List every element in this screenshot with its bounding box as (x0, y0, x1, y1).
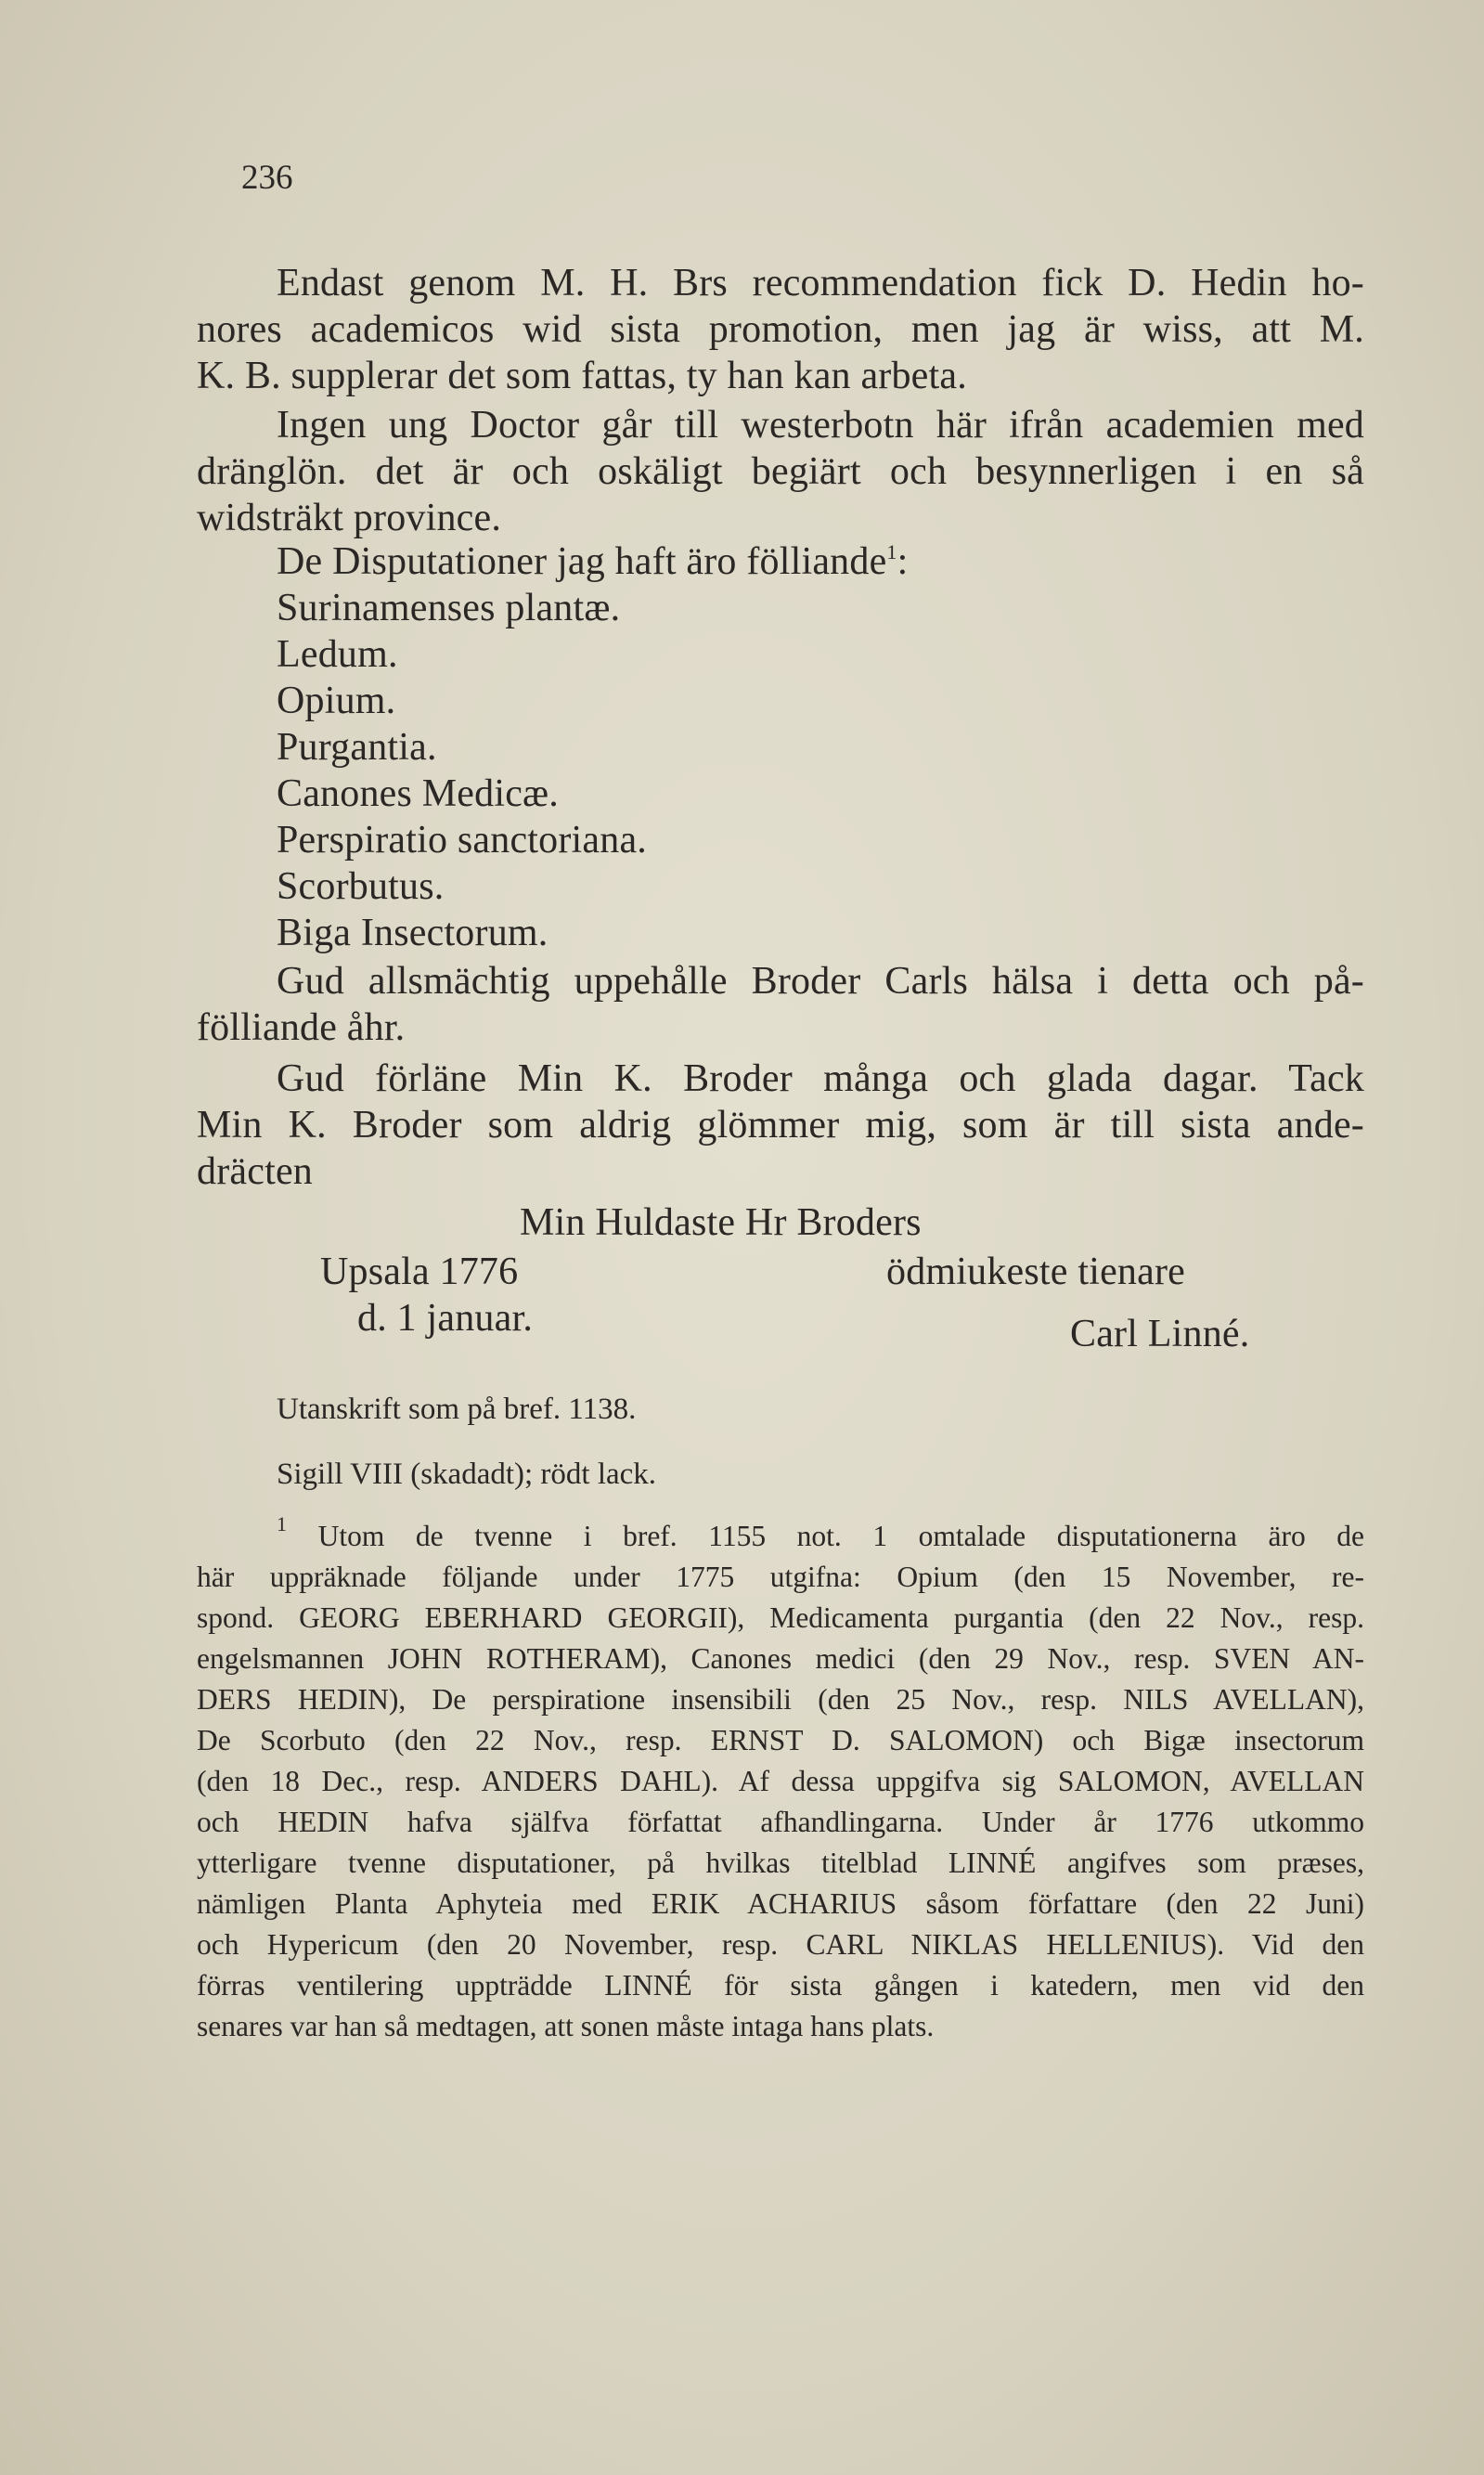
address-note: Utanskrift som på bref. 1138. (277, 1393, 637, 1426)
closing-salutation: Min Huldaste Hr Broders (520, 1201, 922, 1244)
footnote-line: och HEDIN hafva själfva författat afhandlingarna. Under år 1776 utkommo (197, 1806, 1364, 1838)
signature: Carl Linné. (1070, 1313, 1250, 1355)
footnote-line: DERS HEDIN), De perspiratione insensibili (den 25 Nov., resp. NILS AVELLAN), (197, 1683, 1364, 1716)
closing-place-year: Upsala 1776 (320, 1250, 519, 1293)
seal-note: Sigill VIII (skadadt); rödt lack. (277, 1458, 657, 1491)
disputation-item: Opium. (277, 680, 396, 722)
letter-line: dräcten (197, 1150, 313, 1193)
letter-line: Ingen ung Doctor går till westerbotn här ifrån academien med (277, 404, 1364, 447)
footnote-line: ytterligare tvenne disputationer, på hvilkas titelblad LINNÉ angifves som præses, (197, 1847, 1364, 1879)
disputation-item: Perspiratio sanctoriana. (277, 819, 648, 862)
disputation-item: Surinamenses plantæ. (277, 587, 621, 629)
colon: : (897, 540, 909, 583)
footnote-line: och Hypericum (den 20 November, resp. CARL NIKLAS HELLENIUS). Vid den (197, 1928, 1364, 1961)
footnote-line: förras ventilering uppträdde LINNÉ för sista gången i katedern, men vid den (197, 1969, 1364, 2002)
disputation-item: Ledum. (277, 633, 398, 676)
letter-line: Endast genom M. H. Brs recommendation fick D. Hedin ho- (277, 262, 1364, 305)
letter-line: dränglön. det är och oskäligt begiärt och besynnerligen i en så (197, 450, 1364, 493)
footnote-line: här uppräknade följande under 1775 utgifna: Opium (den 15 November, re- (197, 1561, 1364, 1593)
page-number: 236 (241, 159, 293, 197)
footnote-line: senares var han så medtagen, att sonen måste intaga hans plats. (197, 2010, 935, 2042)
footnote-line: (den 18 Dec., resp. ANDERS DAHL). Af dessa uppgifva sig SALOMON, AVELLAN (197, 1765, 1364, 1797)
letter-line: K. B. supplerar det som fattas, ty han kan arbeta. (197, 355, 967, 397)
footnote-line: spond. GEORG EBERHARD GEORGII), Medicamenta purgantia (den 22 Nov., resp. (197, 1601, 1364, 1634)
letter-line: nores academicos wid sista promotion, men jag är wiss, att M. (197, 308, 1364, 351)
letter-line: widsträkt province. (197, 497, 502, 539)
disputation-item: Canones Medicæ. (277, 772, 559, 815)
footnote-line: engelsmannen JOHN ROTHERAM), Canones medici (den 29 Nov., resp. SVEN AN- (197, 1642, 1364, 1675)
letter-line: fölliande åhr. (197, 1006, 406, 1049)
closing-date: d. 1 januar. (357, 1297, 534, 1340)
closing-humble: ödmiukeste tienare (886, 1250, 1185, 1293)
footnote-line: nämligen Planta Aphyteia med ERIK ACHARIUS såsom författare (den 22 Juni) (197, 1887, 1364, 1920)
disputation-item: Scorbutus. (277, 865, 445, 908)
letter-line: Min K. Broder som aldrig glömmer mig, som är till sista ande- (197, 1104, 1364, 1147)
disputation-intro (277, 538, 908, 585)
letter-line: Gud förläne Min K. Broder många och glada dagar. Tack (277, 1057, 1364, 1100)
footnote-marker: 1 (277, 1512, 287, 1536)
footnote-line: De Scorbuto (den 22 Nov., resp. ERNST D. SALOMON) och Bigæ insectorum (197, 1724, 1364, 1756)
letter-line: De Disputationer jag haft äro fölliande (277, 540, 887, 583)
footnote-reference: 1 (886, 540, 897, 564)
footnote-line: $^1$ Utom de tvenne i bref. 1155 not. 1 omtalade disputationerna äro de (277, 1512, 1365, 1552)
disputation-item: Purgantia. (277, 726, 437, 769)
letter-line: Gud allsmächtig uppehålle Broder Carls hälsa i detta och på- (277, 960, 1364, 1003)
disputation-item: Biga Insectorum. (277, 912, 548, 954)
